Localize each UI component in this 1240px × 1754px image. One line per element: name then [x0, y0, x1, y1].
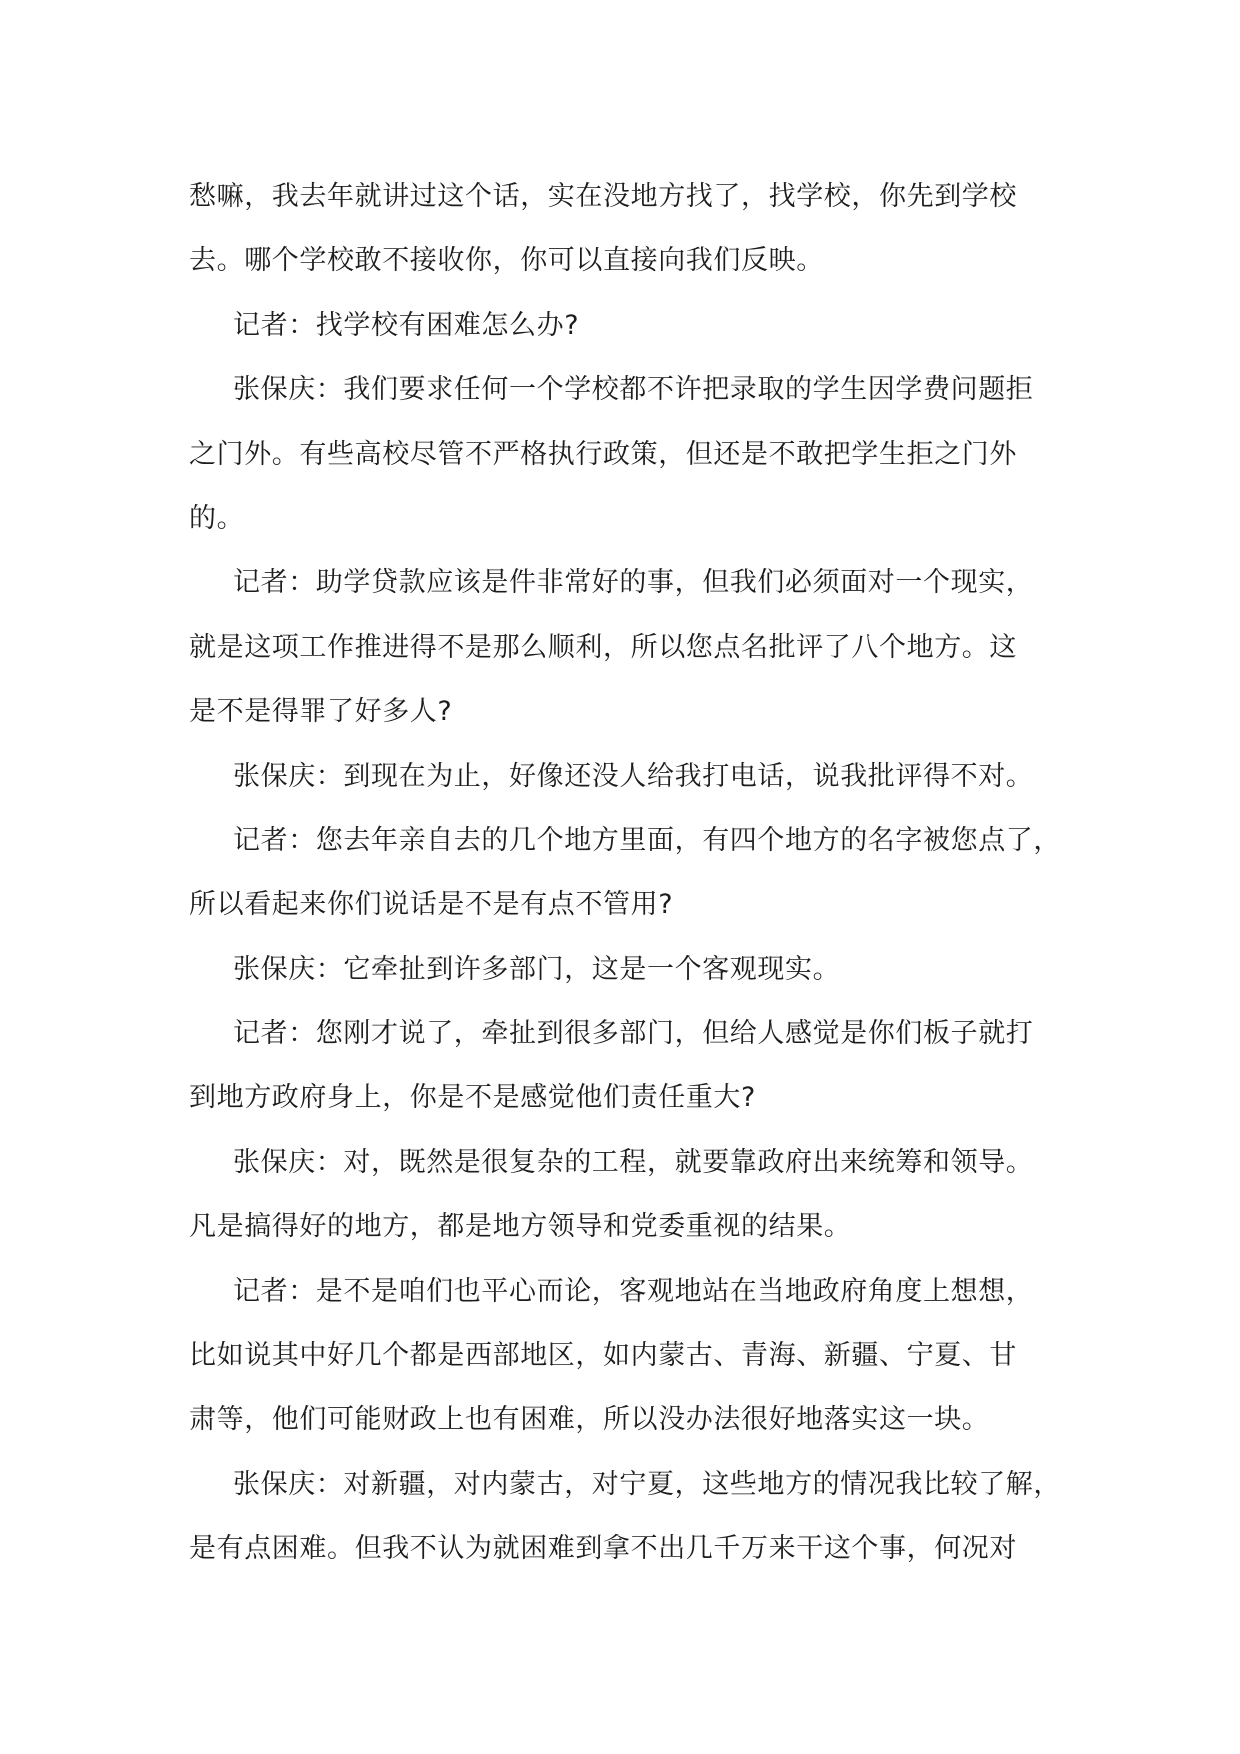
text-line: 凡是搞得好的地方，都是地方领导和党委重视的结果。: [189, 1211, 852, 1243]
text-line: 到地方政府身上，你是不是感觉他们责任重大?: [189, 1082, 756, 1114]
document-body: [189, 165, 1089, 1582]
zhang-answer: 张保庆：对，既然是很复杂的工程，就要靠政府出来统筹和领导。: [233, 1146, 1034, 1178]
text-line: 就是这项工作推进得不是那么顺利，所以您点名批评了八个地方。这: [189, 631, 1017, 663]
reporter-question: 记者：助学贷款应该是件非常好的事，但我们必须面对一个现实，: [233, 567, 1034, 599]
text-line: 肃等，他们可能财政上也有困难，所以没办法很好地落实这一块。: [189, 1404, 990, 1436]
text-line: 之门外。有些高校尽管不严格执行政策，但还是不敢把学生拒之门外: [189, 438, 1017, 470]
reporter-question: 记者：是不是咱们也平心而论，客观地站在当地政府角度上想想，: [233, 1275, 1034, 1307]
zhang-answer: 张保庆：它牵扯到许多部门，这是一个客观现实。: [233, 953, 841, 985]
text-line: 比如说其中好几个都是西部地区，如内蒙古、青海、新疆、宁夏、甘: [189, 1340, 1017, 1372]
zhang-answer: 张保庆：到现在为止，好像还没人给我打电话，说我批评得不对。: [233, 760, 1034, 792]
zhang-answer: 张保庆：我们要求任何一个学校都不许把录取的学生因学费问题拒: [233, 374, 1034, 406]
text-line: 所以看起来你们说话是不是有点不管用?: [189, 889, 674, 921]
zhang-answer: 张保庆：对新疆，对内蒙古，对宁夏，这些地方的情况我比较了解，: [233, 1468, 1061, 1500]
reporter-question: 记者：找学校有困难怎么办?: [233, 309, 580, 341]
text-line: 的。: [189, 502, 245, 534]
text-line: 去。哪个学校敢不接收你，你可以直接向我们反映。: [189, 245, 824, 277]
text-line: 愁嘛，我去年就讲过这个话，实在没地方找了，找学校，你先到学校: [189, 181, 1017, 212]
text-line: 是有点困难。但我不认为就困难到拿不出几千万来干这个事，何况对: [189, 1533, 1017, 1565]
reporter-question: 记者：您刚才说了，牵扯到很多部门，但给人感觉是你们板子就打: [233, 1018, 1034, 1050]
text-line: 是不是得罪了好多人?: [189, 696, 453, 728]
reporter-question: 记者：您去年亲自去的几个地方里面，有四个地方的名字被您点了，: [233, 824, 1061, 856]
